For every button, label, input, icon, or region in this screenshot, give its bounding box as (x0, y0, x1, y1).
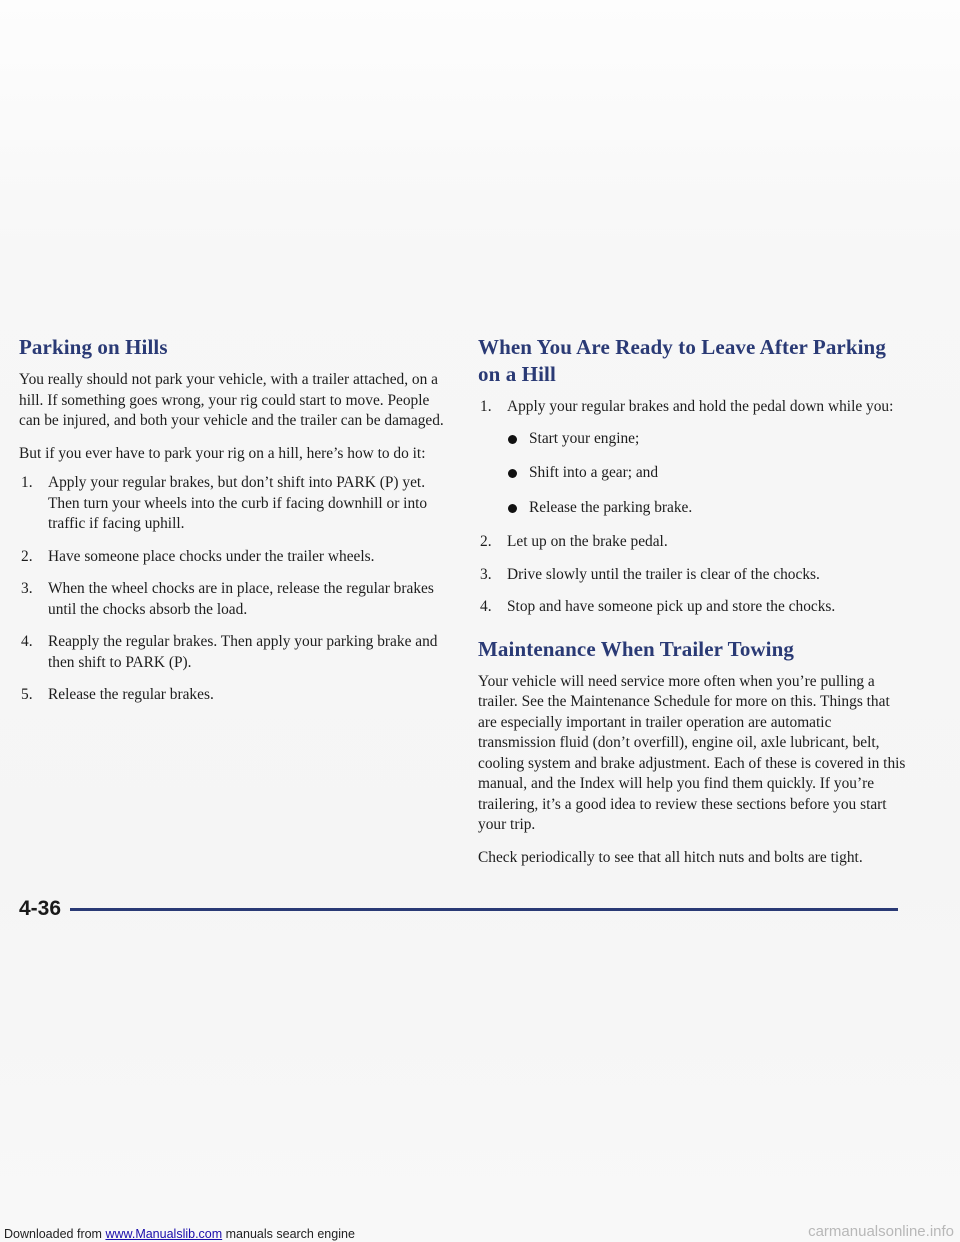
list-item (478, 532, 908, 553)
footer-rule (70, 908, 898, 911)
step-text: When the wheel chocks are in place, release the regular brakes until the chocks absorb the load. (48, 580, 434, 618)
paragraph: Your vehicle will need service more often when you’re pulling a trailer. See the Maintenance Schedule for more on this. Things that are especially important in trailer operation are automatic transmission fluid (don’t overfill), engine oil, axle lubricant, belt, cooling system and brake adjustment. Each of these is covered in this manual, and the Index will help you find them quickly. If you’re trailering, it’s a good idea to review these sections before you start your trip. (478, 672, 906, 833)
step-text: Apply your regular brakes, but don’t shift into PARK (P) yet. Then turn your wheels into the curb if facing downhill or into traffic if facing uphill. (48, 474, 428, 532)
heading-parking-on-hills: Parking on Hills (19, 335, 168, 359)
list-item (19, 632, 449, 673)
step-number: 3. (21, 580, 33, 597)
step-number: 3. (480, 565, 492, 583)
step-number: 5. (21, 686, 33, 703)
step-number: 2. (480, 533, 492, 550)
bullet-list (507, 429, 908, 519)
manualslib-link[interactable]: www.Manualslib.com (105, 1227, 223, 1241)
step-text: Stop and have someone pick up and store the chocks. (507, 598, 836, 615)
bullet-item: Shift into a gear; and (507, 463, 908, 484)
leave-steps-list (478, 397, 908, 618)
bullet-item: Release the parking brake. (507, 498, 908, 519)
list-item (19, 685, 449, 706)
watermark-right: carmanualsonline.info (808, 1223, 954, 1240)
step-text: Apply your regular brakes and hold the pedal down while you: (507, 398, 894, 415)
watermark-bar (0, 1223, 960, 1242)
step-number: 4. (21, 633, 33, 650)
step-text: Have someone place chocks under the trailer wheels. (48, 547, 375, 565)
step-number: 1. (21, 474, 33, 491)
right-column (478, 334, 908, 868)
bullet-icon (508, 469, 517, 478)
step-text: Let up on the brake pedal. (507, 533, 668, 550)
bullet-item: Start your engine; (507, 429, 908, 450)
list-item (19, 547, 449, 568)
paragraph: But if you ever have to park your rig on a hill, here’s how to do it: (19, 444, 426, 462)
paragraph: You really should not park your vehicle, with a trailer attached, on a hill. If something goes wrong, your rig could start to move. People can be injured, and both your vehicle and the trailer can be damaged. (19, 371, 444, 429)
heading-maintenance-trailer-towing: Maintenance When Trailer Towing (478, 636, 794, 661)
paragraph: Check periodically to see that all hitch nuts and bolts are tight. (478, 848, 863, 866)
step-text: Reapply the regular brakes. Then apply your parking brake and then shift to PARK (P). (48, 633, 438, 671)
bullet-icon (508, 435, 517, 444)
list-item (19, 473, 449, 535)
list-item (478, 397, 908, 518)
step-text: Release the regular brakes. (48, 686, 214, 703)
list-item (478, 565, 908, 586)
page-number: 4-36 (19, 897, 62, 920)
bullet-icon (508, 504, 517, 513)
step-text: Drive slowly until the trailer is clear of the chocks. (507, 565, 820, 583)
heading-ready-to-leave: When You Are Ready to Leave After Parking on a Hill (478, 335, 886, 386)
step-number: 4. (480, 598, 492, 615)
list-item (19, 579, 449, 620)
left-column (19, 334, 449, 718)
list-item (478, 597, 908, 618)
parking-steps-list (19, 473, 449, 706)
step-number: 1. (480, 398, 492, 415)
step-number: 2. (21, 547, 33, 565)
watermark-left: Downloaded from www.Manualslib.com manuals search engine (4, 1227, 355, 1241)
